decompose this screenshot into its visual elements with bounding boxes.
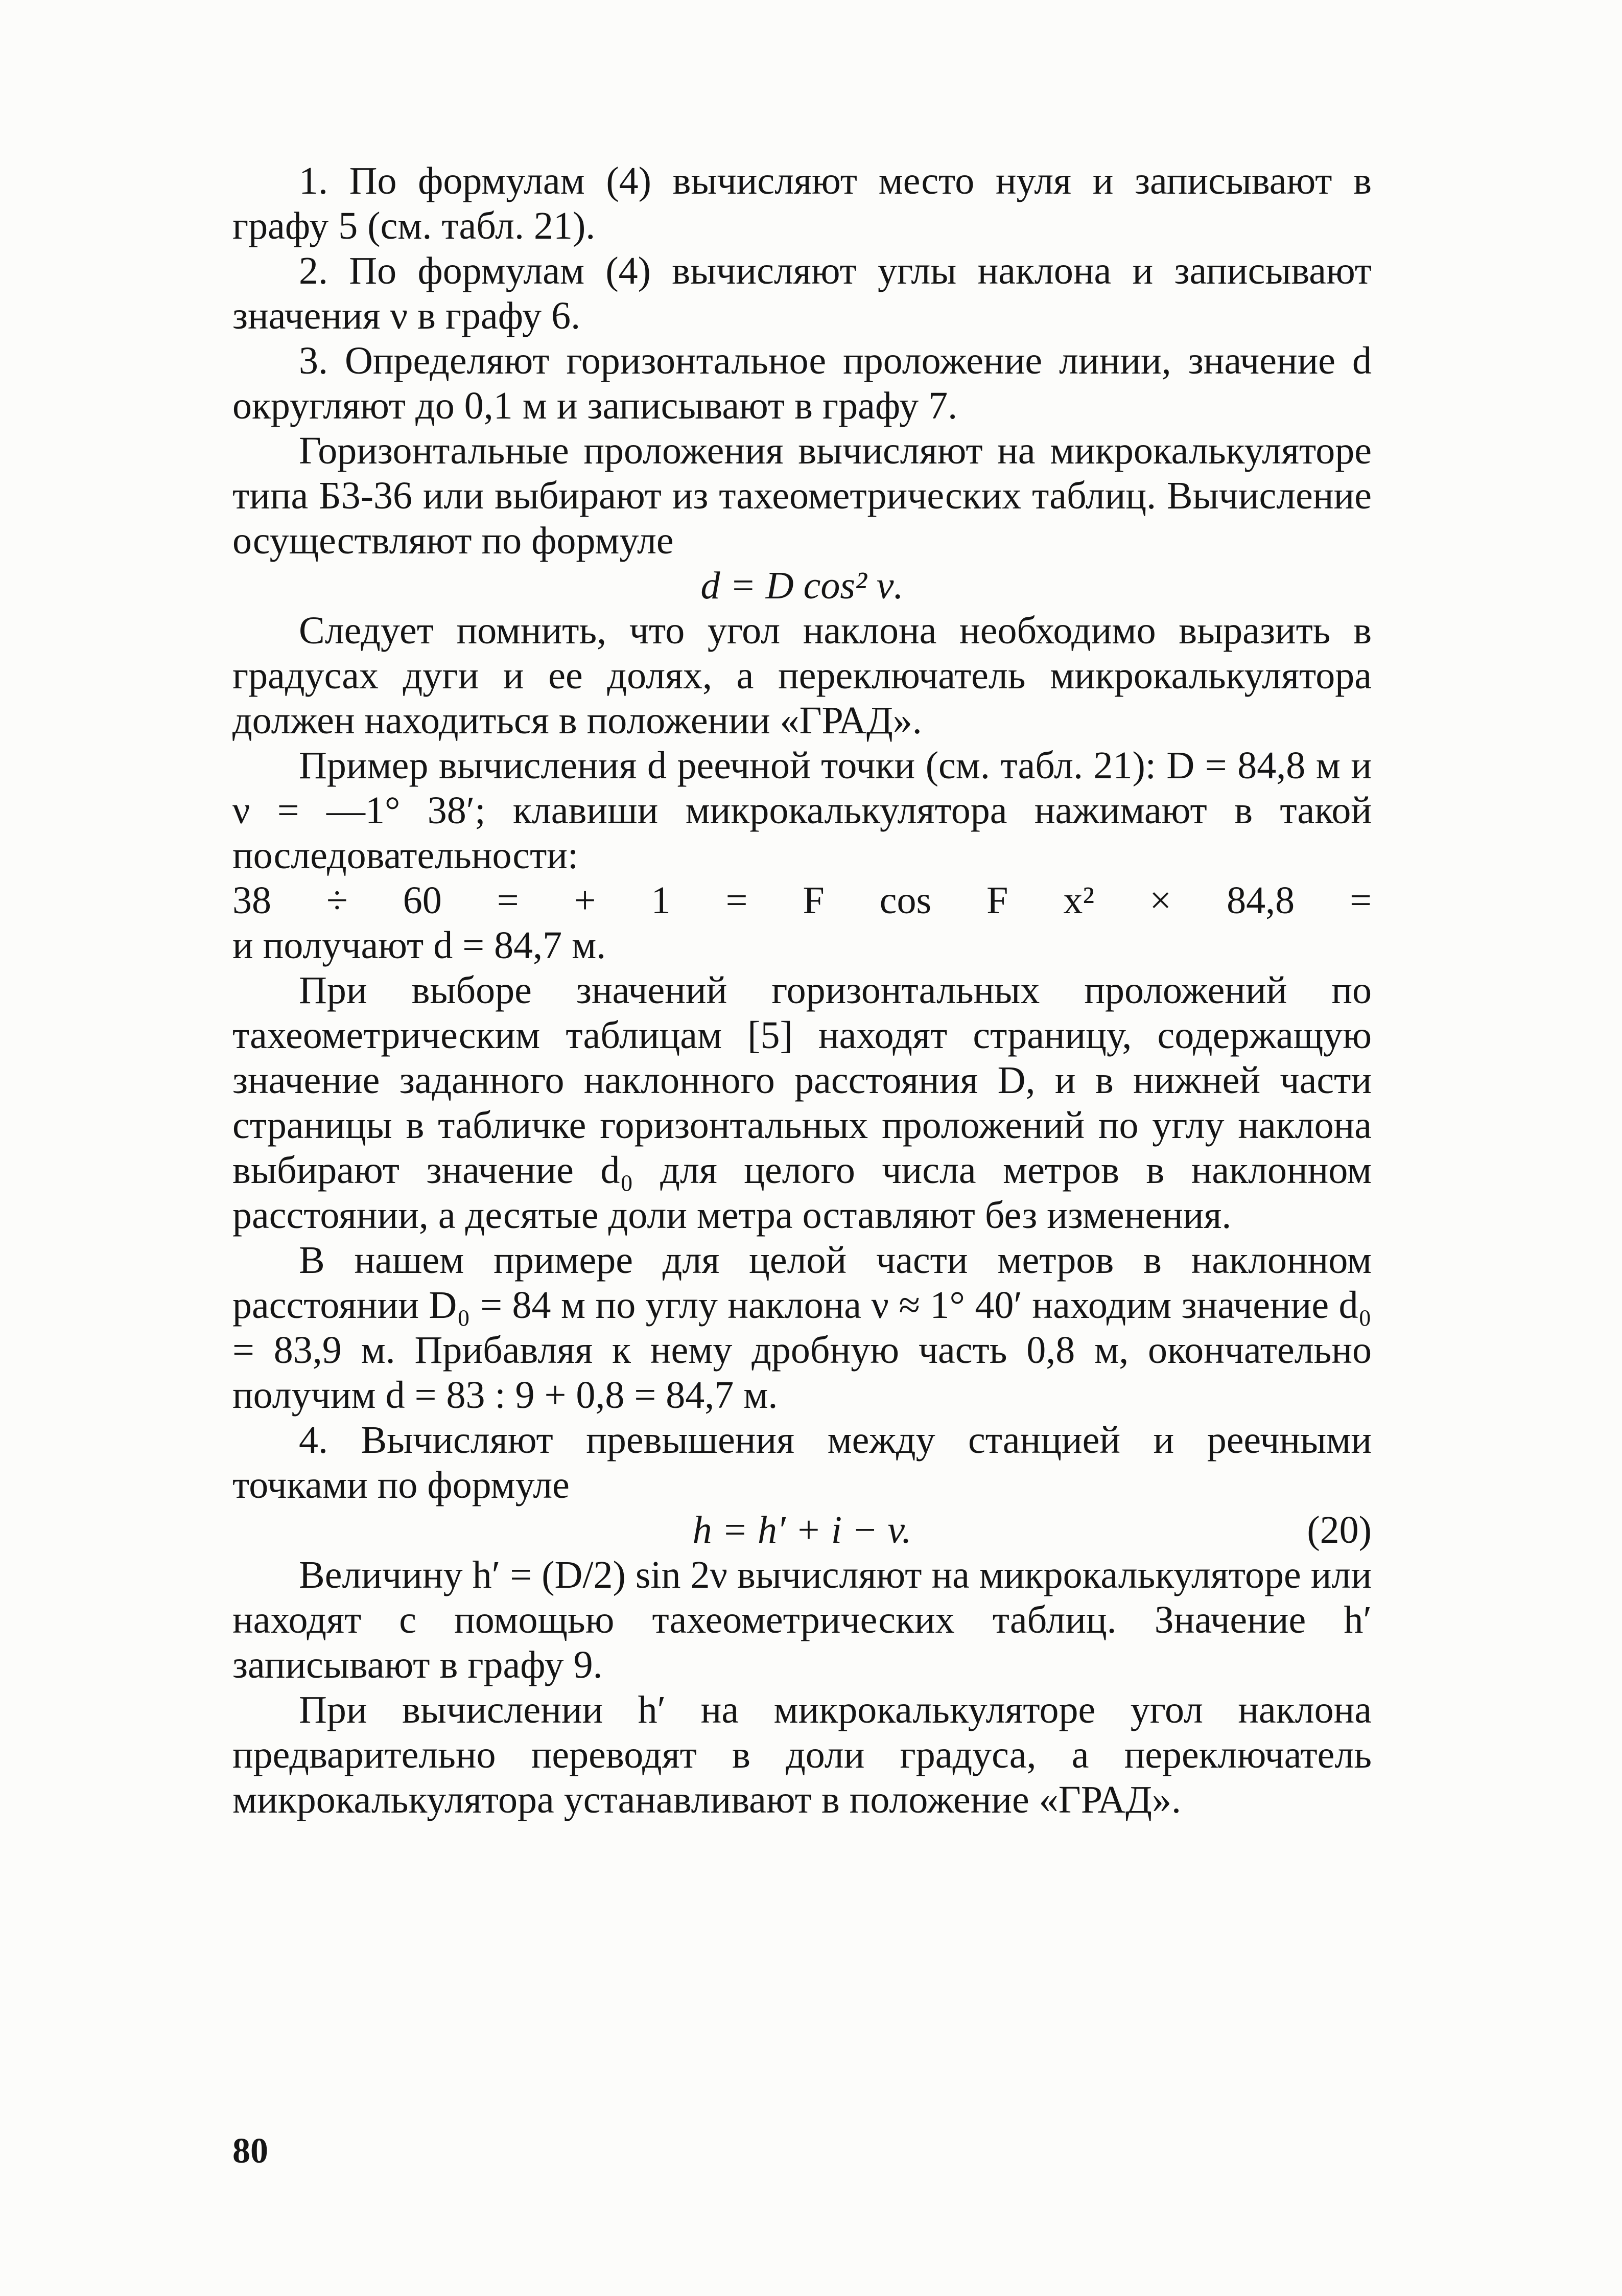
paragraph-horizontal-distances: Горизонтальные проложения вычисляют на микрокалькуляторе типа Б3-36 или выбирают из тахеометрических таблиц. Вычисление осуществляют по формуле (232, 429, 1372, 562)
paragraph-our-example: В нашем примере для целой части метров в наклонном расстоянии D₀ = 84 м по углу наклона ν ≈ 1° 40′ находим значение d₀ = 83,9 м. Прибавляя к нему дробную часть 0,8 м, окончательно получим d = 83 : 9 + 0,8 = 84,7 м. (232, 1239, 1372, 1417)
page-number: 80 (232, 2131, 268, 2171)
formula-h-expression: h = h′ + i − v. (692, 1509, 912, 1551)
formula-h (232, 1508, 1372, 1552)
text-body (232, 158, 1372, 1822)
equation-number: (20) (1307, 1509, 1372, 1551)
paragraph-step-4: 4. Вычисляют превышения между станцией и реечными точками по формуле (232, 1419, 1372, 1506)
formula-d: d = D cos² ν. (700, 564, 904, 607)
paragraph-step-1: 1. По формулам (4) вычисляют место нуля и записывают в графу 5 (см. табл. 21). (232, 159, 1372, 247)
paragraph-h-prime: Величину h′ = (D/2) sin 2ν вычисляют на микрокалькуляторе или находят с помощью тахеометрических таблиц. Значение h′ записывают в графу 9. (232, 1553, 1372, 1686)
paragraph-step-2: 2. По формулам (4) вычисляют углы наклона и записывают значения ν в графу 6. (232, 249, 1372, 337)
paragraph-angle-note: Следует помнить, что угол наклона необходимо выразить в градусах дуги и ее долях, а переключатель микрокалькулятора должен находиться в положении «ГРАД». (232, 609, 1372, 742)
paragraph-step-3: 3. Определяют горизонтальное проложение линии, значение d округляют до 0,1 м и записывают в графу 7. (232, 339, 1372, 427)
paragraph-example: Пример вычисления d реечной точки (см. табл. 21): D = 84,8 м и ν = —1° 38′; клавиши микрокалькулятора нажимают в такой последовательности: (232, 744, 1372, 877)
key-sequence-result: и получают d = 84,7 м. (232, 924, 606, 967)
calculator-key-sequence: 38 ÷ 60 = + 1 = F cos F x² × 84,8 = (232, 879, 1372, 922)
paragraph-tables-selection: При выборе значений горизонтальных проложений по тахеометрическим таблицам [5] находят страницу, содержащую значение заданного наклонного расстояния D, и в нижней части страницы в табличке горизонтальных проложений по углу наклона выбирают значение d₀ для целого числа метров в наклонном расстоянии, а десятые доли метра оставляют без изменения. (232, 969, 1372, 1237)
paragraph-h-prime-calculator: При вычислении h′ на микрокалькуляторе угол наклона предварительно переводят в доли градуса, а переключатель микрокалькулятора устанавливают в положение «ГРАД». (232, 1688, 1372, 1821)
